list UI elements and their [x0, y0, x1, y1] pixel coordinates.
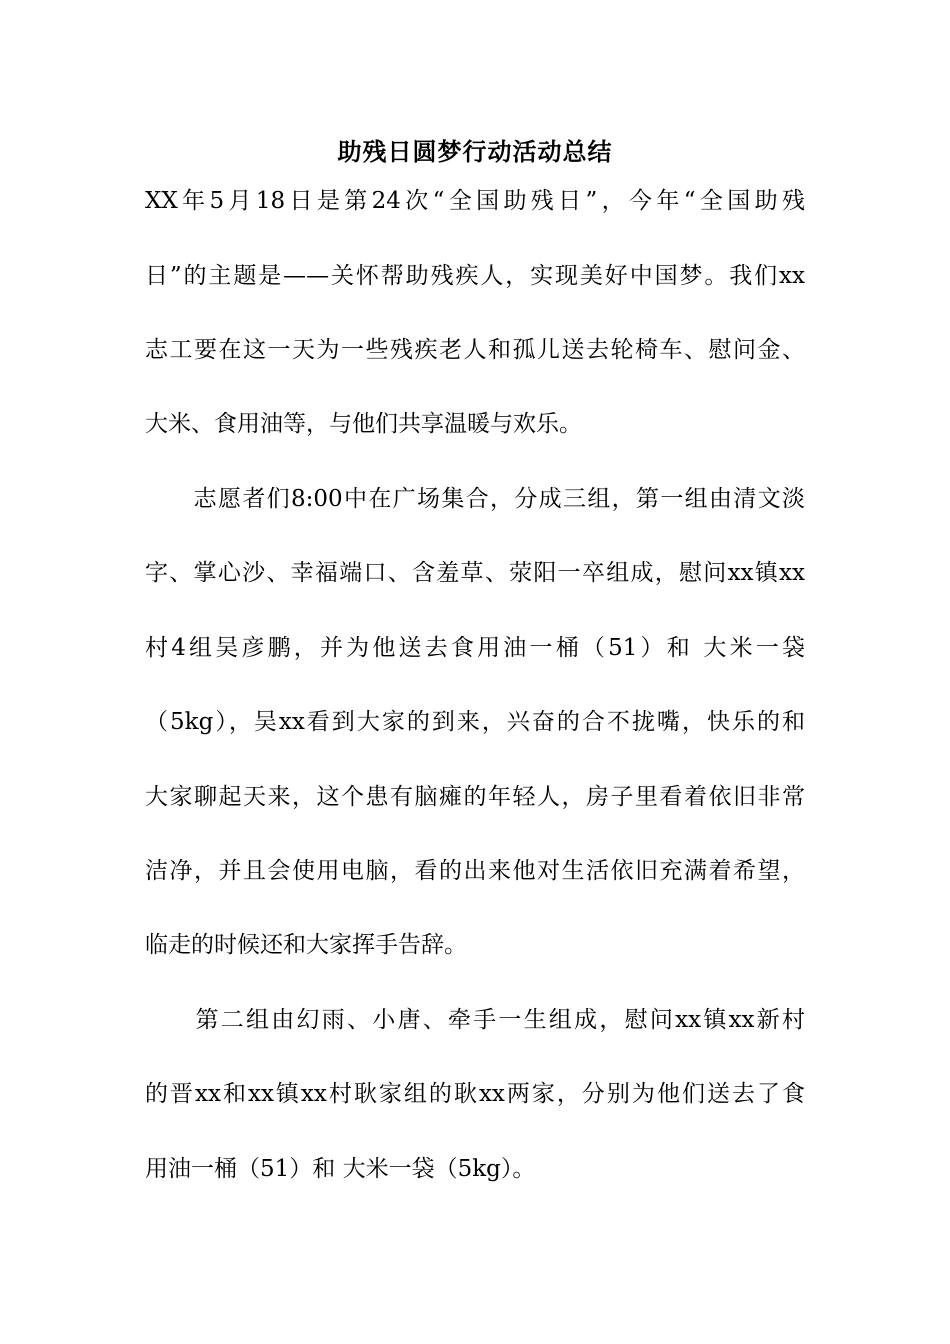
- paragraph-line: 大米、食用油等，与他们共享温暖与欢乐。: [145, 411, 582, 437]
- paragraph-line: 的晋xx和xx镇xx村耿家组的耿xx两家，分别为他们送去了食: [145, 1081, 805, 1107]
- paragraph-line: 字、掌心沙、幸福端口、含羞草、荥阳一卒组成，慰问xx镇xx: [145, 560, 805, 586]
- paragraph-line: 临走的时候还和大家挥手告辞。: [145, 932, 467, 958]
- paragraph-line: 用油一桶（51）和 大米一袋（5kg）。: [145, 1156, 536, 1182]
- paragraph-line: 第二组由幻雨、小唐、牵手一生组成，慰问xx镇xx新村: [145, 1007, 805, 1033]
- paragraph-line: 大家聊起天来，这个患有脑瘫的年轻人，房子里看着依旧非常: [145, 784, 805, 810]
- paragraph-line: 日”的主题是——关怀帮助残疾人，实现美好中国梦。我们xx: [145, 263, 805, 289]
- paragraph-line: （5kg），吴xx看到大家的到来，兴奋的合不拢嘴，快乐的和: [145, 709, 805, 735]
- paragraph-line: 志工要在这一天为一些残疾老人和孤儿送去轮椅车、慰问金、: [145, 337, 805, 363]
- paragraph-line: 志愿者们8:00中在广场集合，分成三组，第一组由清文淡: [145, 486, 805, 512]
- paragraph-line: 村4组吴彦鹏，并为他送去食用油一桶（51）和 大米一袋: [145, 635, 805, 661]
- paragraph-line: XX年5月18日是第24次“全国助残日”，今年“全国助残: [145, 188, 805, 214]
- document-title: 助残日圆梦行动活动总结: [337, 137, 613, 166]
- paragraph-line: 洁净，并且会使用电脑，看的出来他对生活依旧充满着希望，: [145, 858, 805, 884]
